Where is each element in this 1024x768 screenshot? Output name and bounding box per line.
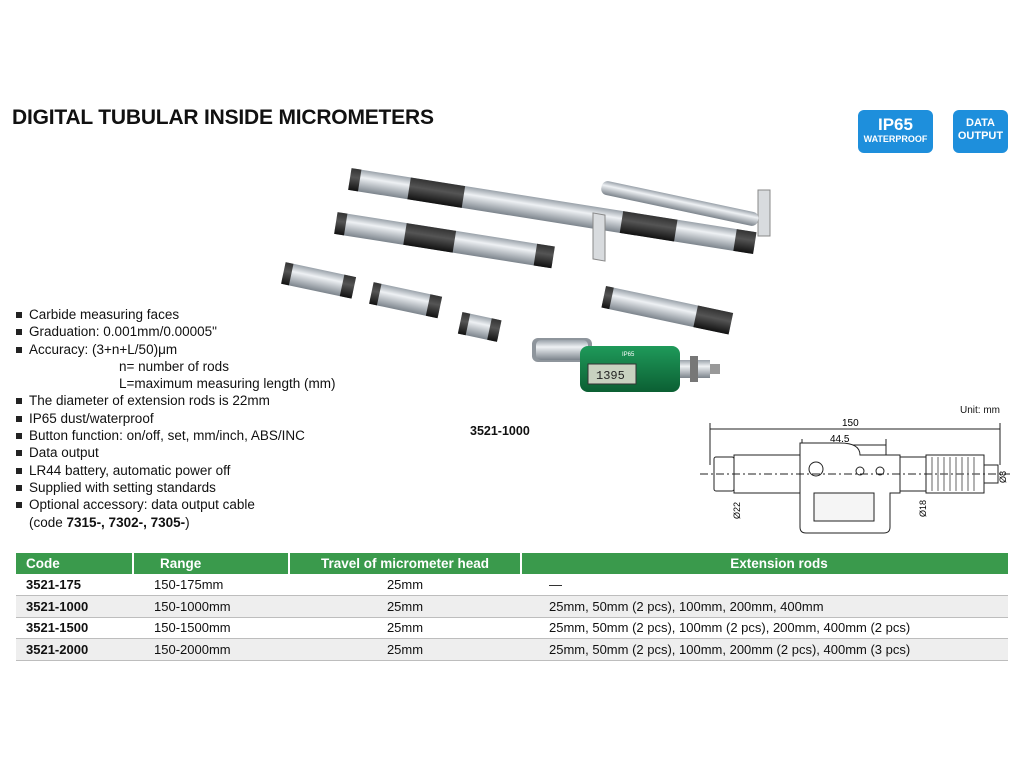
dim-tip-diameter: Ø8 xyxy=(998,470,1008,483)
cell-code: 3521-2000 xyxy=(16,639,133,661)
product-model-label: 3521-1000 xyxy=(470,424,530,438)
dim-total: 150 xyxy=(842,418,859,429)
micrometer-head xyxy=(532,338,720,392)
header-travel: Travel of micrometer head xyxy=(289,553,521,574)
data-output-badge xyxy=(953,110,1008,153)
header-code: Code xyxy=(16,553,133,574)
extension-rod-200 xyxy=(334,212,555,268)
feature-list xyxy=(16,306,335,531)
table-row xyxy=(16,574,1008,596)
feature-item: Data output xyxy=(16,444,335,461)
header-range: Range xyxy=(133,553,289,574)
table-row xyxy=(16,639,1008,661)
feature-item: LR44 battery, automatic power off xyxy=(16,462,335,479)
header-extension-rods: Extension rods xyxy=(521,553,1008,574)
table-row xyxy=(16,596,1008,618)
extension-rod-100a xyxy=(281,262,356,298)
spec-table xyxy=(16,553,1008,661)
accessory-codes-prefix: (code xyxy=(29,514,67,530)
dimension-drawing xyxy=(700,415,1010,540)
product-illustration xyxy=(270,150,790,420)
feature-subitem: L=maximum measuring length (mm) xyxy=(119,376,336,392)
cell-extension-rods: 25mm, 50mm (2 pcs), 100mm (2 pcs), 200mm, 400mm (2 pcs) xyxy=(521,617,1008,639)
extension-rod-100b xyxy=(601,286,733,335)
unit-label: Unit: mm xyxy=(960,405,1000,416)
feature-item: IP65 dust/waterproof xyxy=(16,410,335,427)
feature-item: Button function: on/off, set, mm/inch, ABS/INC xyxy=(16,427,335,444)
head-logo: IP65 xyxy=(622,352,635,358)
cell-range: 150-1000mm xyxy=(133,596,289,618)
lcd-reading: 1395 xyxy=(596,369,625,383)
cell-code: 3521-1000 xyxy=(16,596,133,618)
cell-code: 3521-175 xyxy=(16,574,133,596)
cell-extension-rods: 25mm, 50mm (2 pcs), 100mm, 200mm (2 pcs), 400mm (3 pcs) xyxy=(521,639,1008,661)
data-output-badge-line1: DATA xyxy=(966,117,995,129)
cell-range: 150-2000mm xyxy=(133,639,289,661)
dim-rod-diameter: Ø22 xyxy=(732,501,742,519)
cell-range: 150-1500mm xyxy=(133,617,289,639)
dim-spindle-diameter: Ø18 xyxy=(918,499,928,517)
table-row xyxy=(16,617,1008,639)
cell-travel: 25mm xyxy=(289,639,521,661)
ip65-badge-main: IP65 xyxy=(878,115,913,134)
cell-extension-rods: 25mm, 50mm (2 pcs), 100mm, 200mm, 400mm xyxy=(521,596,1008,618)
table-header-row xyxy=(16,553,1008,574)
cell-travel: 25mm xyxy=(289,617,521,639)
feature-item: Accuracy: (3+n+L/50)μm xyxy=(16,341,335,358)
ip65-badge xyxy=(858,110,933,153)
extension-rod-50 xyxy=(369,282,442,318)
page-title: DIGITAL TUBULAR INSIDE MICROMETERS xyxy=(12,106,434,129)
feature-item: The diameter of extension rods is 22mm xyxy=(16,392,335,409)
ip65-badge-sub: WATERPROOF xyxy=(863,134,928,144)
accessory-codes xyxy=(16,514,335,531)
feature-subitem: n= number of rods xyxy=(119,358,229,374)
dim-head: 44.5 xyxy=(830,434,850,445)
cell-extension-rods: — xyxy=(521,574,1008,596)
accessory-codes-values: 7315-, 7302-, 7305- xyxy=(66,514,186,530)
feature-item: Graduation: 0.001mm/0.00005" xyxy=(16,323,335,340)
cell-travel: 25mm xyxy=(289,596,521,618)
cell-range: 150-175mm xyxy=(133,574,289,596)
accessory-codes-suffix: ) xyxy=(185,514,190,530)
data-output-badge-line2: OUTPUT xyxy=(957,130,1004,142)
feature-item: Optional accessory: data output cable xyxy=(16,496,335,513)
feature-item: Carbide measuring faces xyxy=(16,306,335,323)
cell-code: 3521-1500 xyxy=(16,617,133,639)
extension-rod-25 xyxy=(458,312,502,342)
cell-travel: 25mm xyxy=(289,574,521,596)
feature-item: Supplied with setting standards xyxy=(16,479,335,496)
